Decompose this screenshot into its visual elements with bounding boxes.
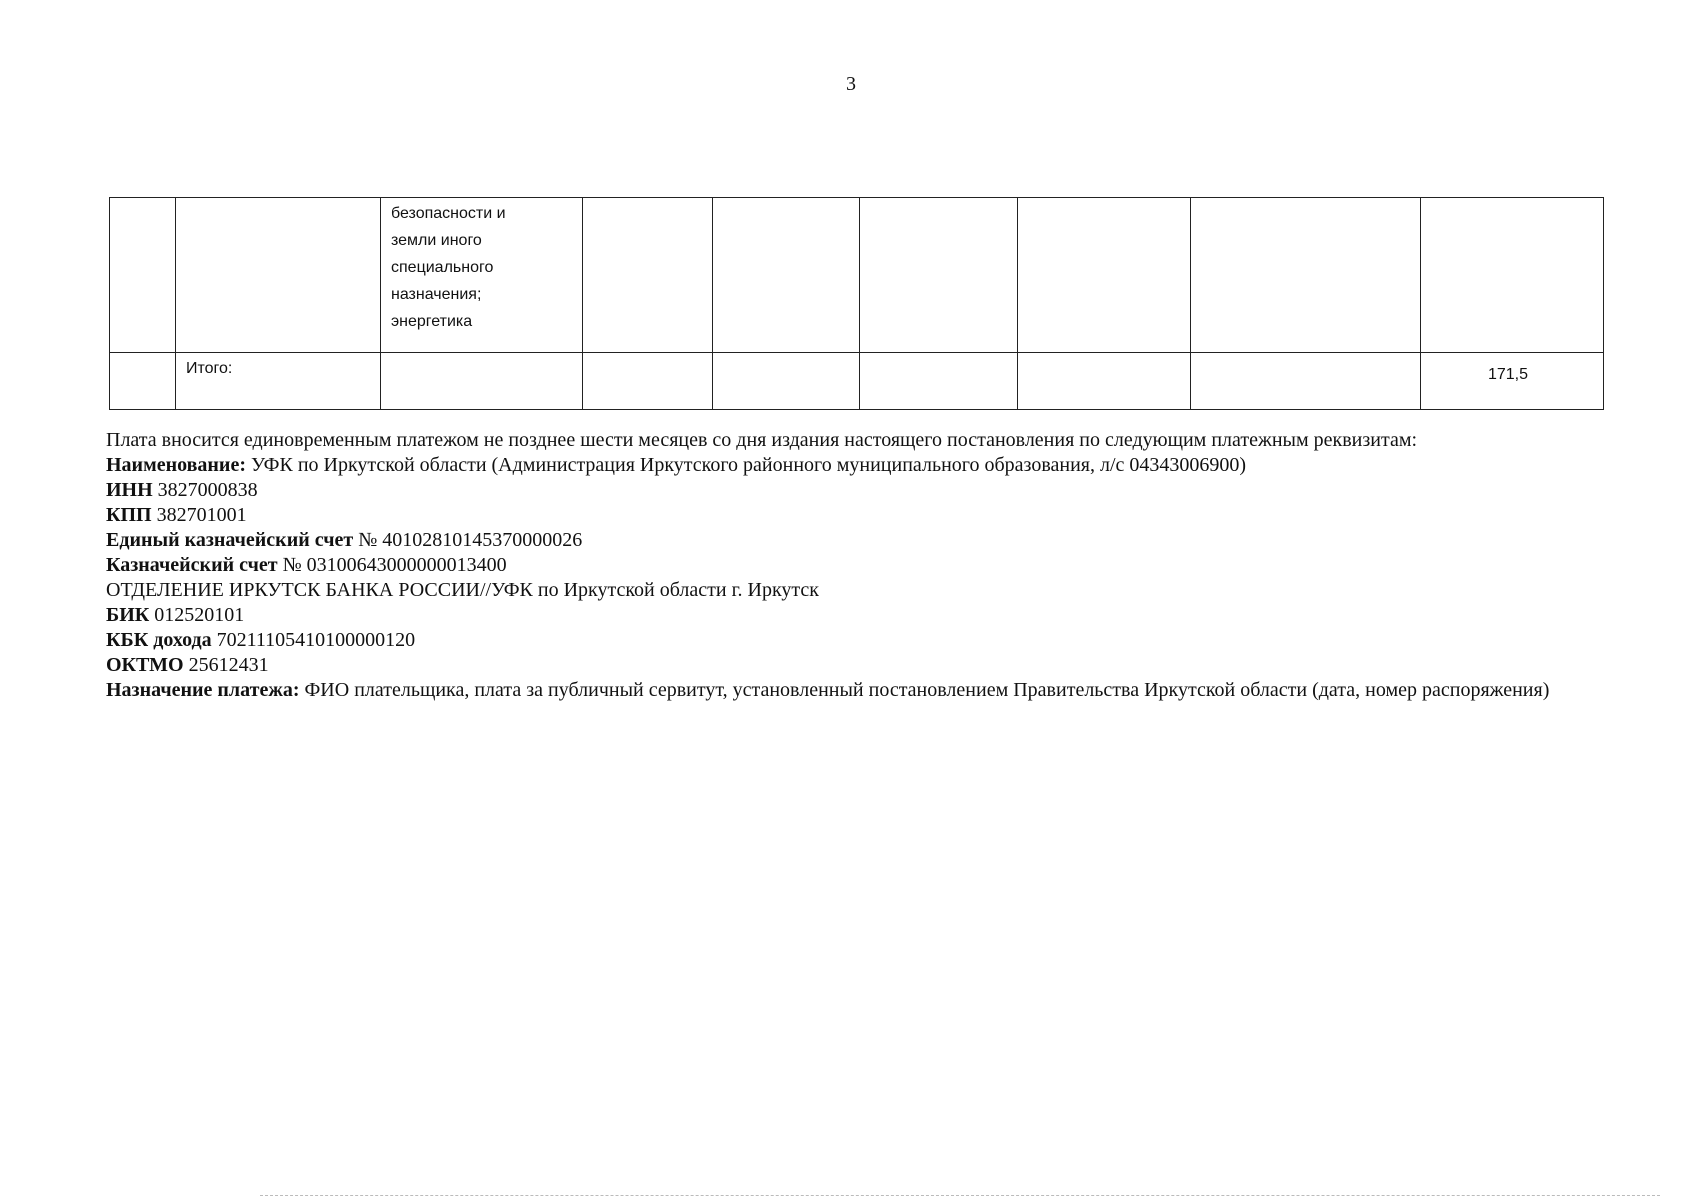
table-row (110, 198, 1604, 353)
table-cell (713, 353, 860, 410)
table-cell (1191, 353, 1421, 410)
table-cell (1018, 198, 1191, 353)
oktmo-value: 25612431 (188, 654, 269, 676)
ekc-label: Единый казначейский счет (106, 529, 354, 551)
inn-line (106, 478, 1606, 503)
oktmo-line (106, 653, 1606, 678)
cell-line: энергетика (391, 313, 473, 330)
recipient-name-label: Наименование: (106, 454, 246, 476)
kpp-line (106, 503, 1606, 528)
bank-line: ОТДЕЛЕНИЕ ИРКУТСК БАНКА РОССИИ//УФК по Иркутской области г. Иркутск (106, 579, 819, 601)
bik-value: 012520101 (154, 604, 245, 626)
ekc-line (106, 528, 1606, 553)
servitude-table (109, 197, 1603, 410)
cell-line: безопасности и (391, 205, 506, 222)
table-cell (176, 198, 381, 353)
kpp-label: КПП (106, 504, 152, 526)
payment-purpose-value: ФИО плательщика, плата за публичный сервитут, установленный постановлением Правительства Иркутской области (дата, номер распоряжения) (304, 679, 1550, 701)
table-cell (713, 198, 860, 353)
table-cell (583, 198, 713, 353)
table-cell (583, 353, 713, 410)
table-cell (1421, 198, 1604, 353)
bik-label: БИК (106, 604, 150, 626)
payment-intro: Плата вносится единовременным платежом не позднее шести месяцев со дня издания настоящего постановления по следующим платежным реквизитам: (106, 429, 1418, 451)
table-cell (1191, 198, 1421, 353)
payment-requisites (106, 428, 1606, 703)
payment-purpose-line (106, 678, 1606, 703)
ks-value: № 03100643000000013400 (282, 554, 507, 576)
table-cell (860, 353, 1018, 410)
cell-line: специального (391, 259, 494, 276)
land-category-cell (381, 198, 583, 353)
oktmo-label: ОКТМО (106, 654, 184, 676)
ks-label: Казначейский счет (106, 554, 278, 576)
scan-artifact-line (260, 1195, 1660, 1197)
table-cell (860, 198, 1018, 353)
table-cell (1018, 353, 1191, 410)
inn-value: 3827000838 (157, 479, 258, 501)
ekc-value: № 40102810145370000026 (358, 529, 583, 551)
table-row-total (110, 353, 1604, 410)
cell-line: назначения; (391, 286, 482, 303)
payment-purpose-label: Назначение платежа: (106, 679, 300, 701)
page-number: 3 (846, 73, 856, 95)
kpp-value: 382701001 (156, 504, 247, 526)
table-cell (110, 353, 176, 410)
recipient-name-line (106, 453, 1606, 478)
table-cell (110, 198, 176, 353)
total-value: 171,5 (1421, 353, 1604, 410)
recipient-name-value: УФК по Иркутской области (Администрация Иркутского районного муниципального образования, л/с 04343006900) (251, 454, 1247, 476)
table-cell (381, 353, 583, 410)
kbk-line (106, 628, 1606, 653)
kbk-value: 70211105410100000120 (216, 629, 416, 651)
ks-line (106, 553, 1606, 578)
inn-label: ИНН (106, 479, 153, 501)
cell-line: земли иного (391, 232, 482, 249)
total-label: Итого: (176, 353, 381, 410)
table (109, 197, 1604, 410)
kbk-label: КБК дохода (106, 629, 212, 651)
bik-line (106, 603, 1606, 628)
